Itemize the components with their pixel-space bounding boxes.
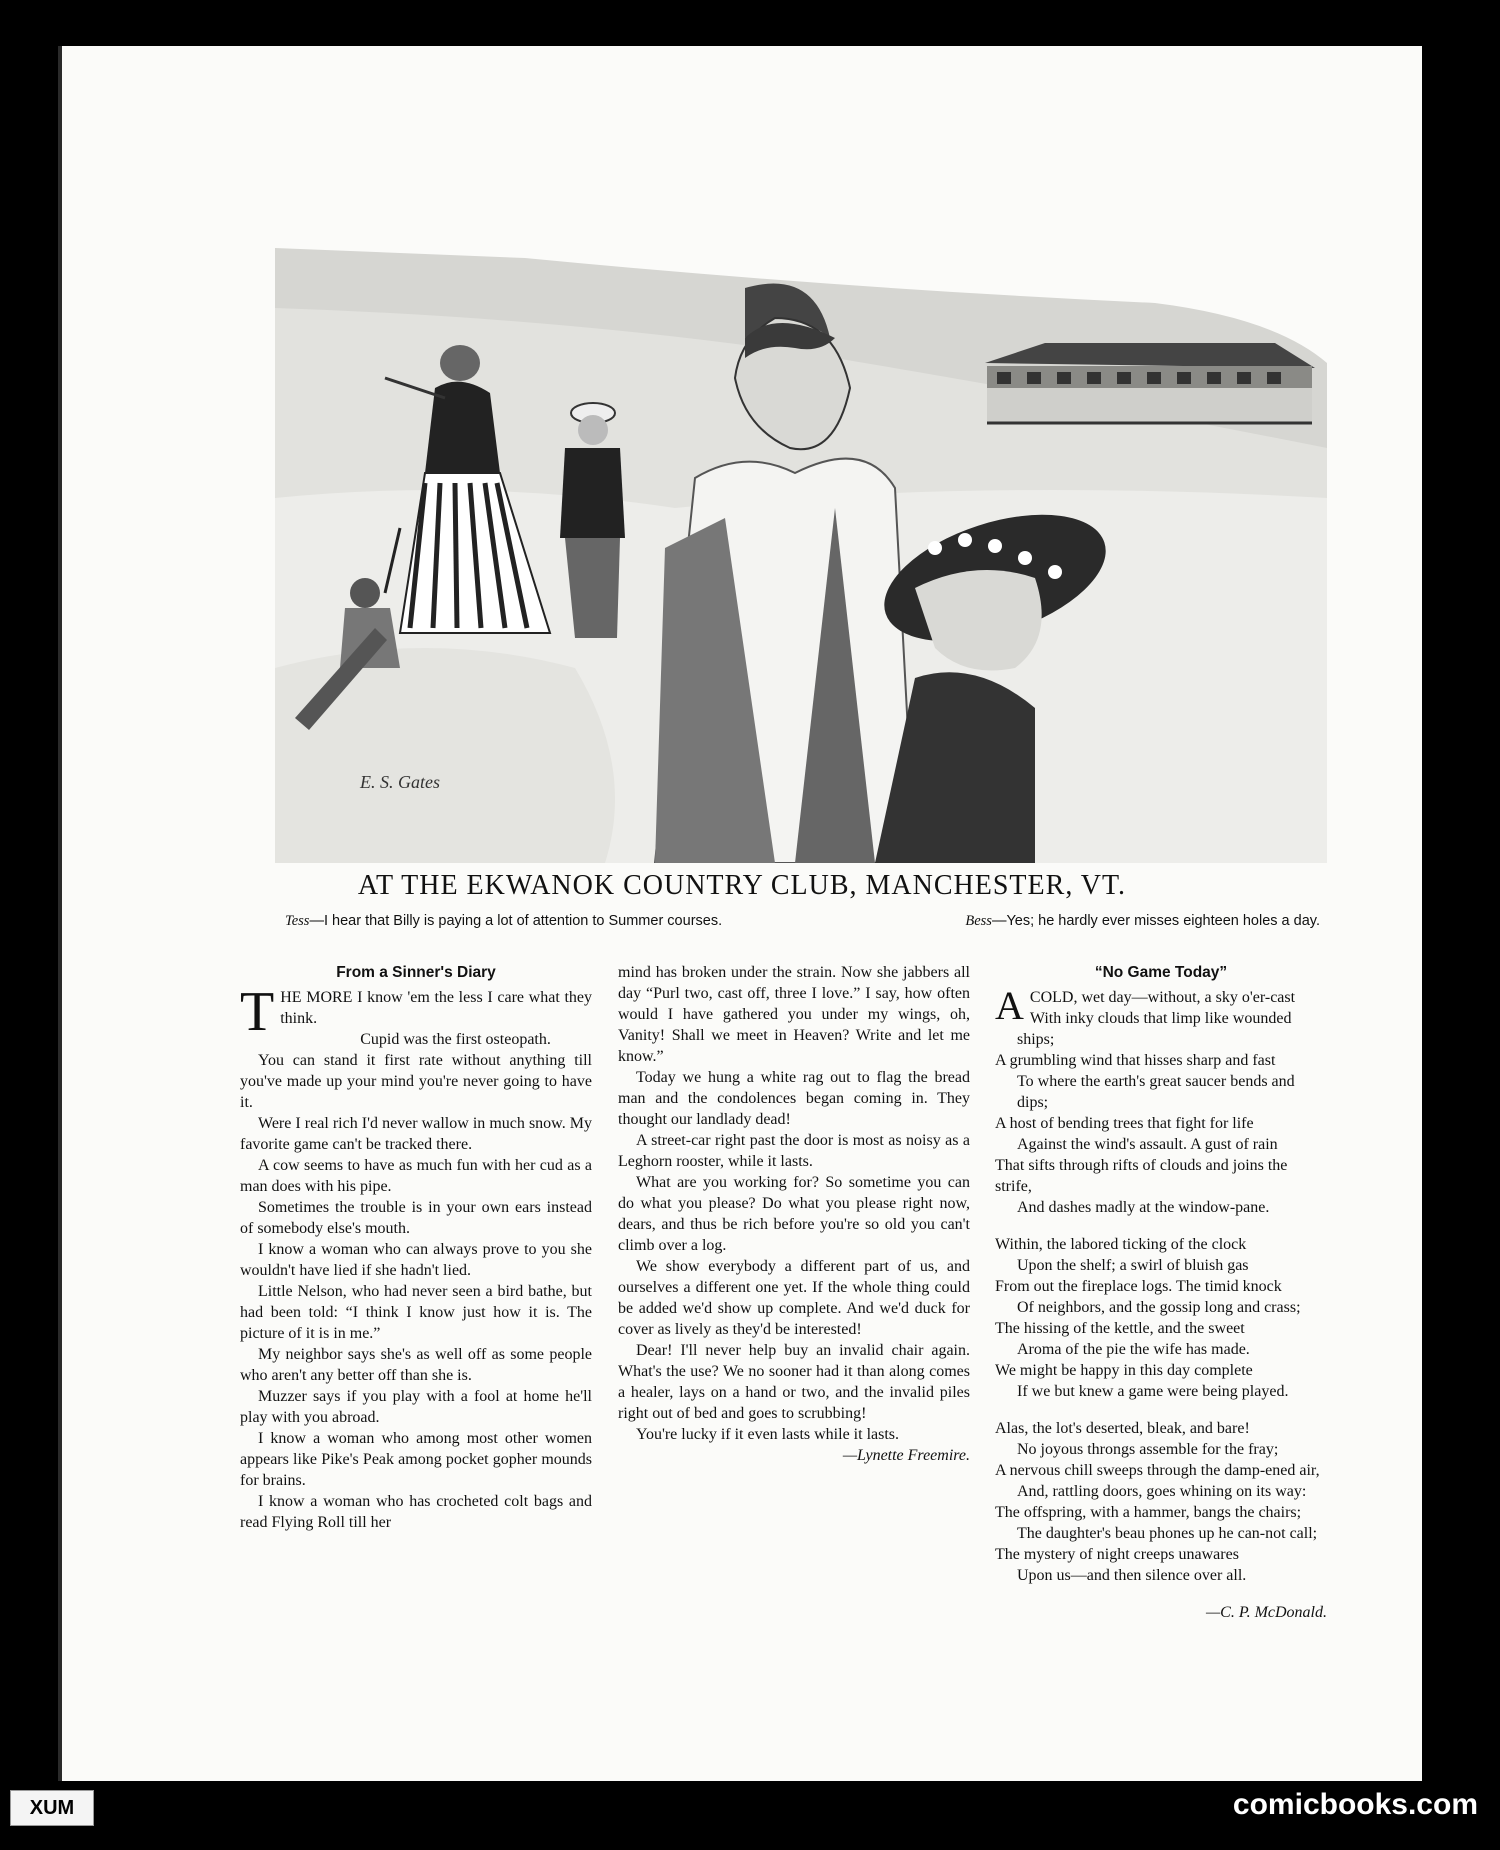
poem-line: Aroma of the pie the wife has made.: [1017, 1341, 1250, 1358]
paragraph: I know a woman who can always prove to you she wouldn't have lied if she hadn't lied.: [240, 1241, 592, 1279]
poem-line: If we but knew a game were being played.: [1017, 1383, 1289, 1400]
poem-body: [995, 983, 1327, 1586]
author-signature: —Lynette Freemire.: [842, 1447, 970, 1464]
poem-signature: —C. P. McDonald.: [1205, 1604, 1327, 1621]
column-diary-continued: [618, 962, 970, 1466]
paragraph: Dear! I'll never help buy an invalid chair again. What's the use? We no sooner had it than along comes a healer, lays on a hand or two, and the invalid piles right out of bed and goes to scrubbing!: [618, 1342, 970, 1422]
caption-text-bess: —Yes; he hardly ever misses eighteen holes a day.: [991, 913, 1320, 929]
poem-stanza: [995, 983, 1327, 1218]
poem-line: A grumbling wind that hisses sharp and fast: [995, 1052, 1276, 1069]
poem-stanza: [995, 1418, 1327, 1586]
column-title: From a Sinner's Diary: [336, 964, 496, 981]
poem-line: We might be happy in this day complete: [995, 1362, 1253, 1379]
poem-line: A host of bending trees that fight for life: [995, 1115, 1254, 1132]
paragraph: You can stand it first rate without anything till you've made up your mind you're never going to have it.: [240, 1052, 592, 1111]
paragraph: Cupid was the first osteopath.: [360, 1031, 551, 1048]
column-no-game-today: [995, 962, 1327, 1623]
poem-title: “No Game Today”: [1094, 964, 1228, 981]
paragraph: I know a woman who has crocheted colt bags and read Flying Roll till her: [240, 1493, 592, 1531]
paragraph: Today we hung a white rag out to flag the bread man and the condolences began coming in. They thought our landlady dead!: [618, 1069, 970, 1128]
caption-right: [965, 913, 1320, 930]
poem-line: Against the wind's assault. A gust of rain: [1017, 1136, 1278, 1153]
poem-line: The mystery of night creeps unawares: [995, 1546, 1239, 1563]
artist-signature: E. S. Gates: [360, 772, 440, 792]
caption-speaker-tess: Tess: [285, 913, 310, 929]
poem-line: The offspring, with a hammer, bangs the chairs;: [995, 1504, 1302, 1521]
poem-line: The hissing of the kettle, and the sweet: [995, 1320, 1245, 1337]
paragraph: Were I real rich I'd never wallow in much snow. My favorite game can't be tracked there.: [240, 1115, 592, 1153]
page-headline: AT THE EKWANOK COUNTRY CLUB, MANCHESTER, VT.: [357, 870, 1127, 901]
dropcap: T: [240, 981, 275, 1043]
golf-scene-illustration: [275, 248, 1327, 863]
paragraph: I know a woman who among most other women appears like Pike's Peak among pocket gopher mounds for brains.: [240, 1430, 592, 1489]
poem-stanza: [995, 1234, 1327, 1402]
illustration-caption: [285, 913, 1320, 930]
poem-line: ACOLD, wet day—without, a sky o'er-cast: [995, 983, 1296, 1028]
paragraph: You're lucky if it even lasts while it lasts.: [636, 1426, 900, 1443]
paragraph: Little Nelson, who had never seen a bird bathe, but had been told: “I think I know just how it is. The picture of it is in me.”: [240, 1283, 592, 1342]
poem-line: A nervous chill sweeps through the damp-ened air,: [995, 1462, 1320, 1479]
paragraph: My neighbor says she's as well off as some people who aren't any better off than she is.: [240, 1346, 592, 1384]
paragraph: THE MORE I know 'em the less I care what they think.: [240, 981, 592, 1043]
xum-tag: XUM: [10, 1790, 94, 1826]
paragraph: A cow seems to have as much fun with her cud as a man does with his pipe.: [240, 1157, 592, 1195]
paragraph: Muzzer says if you play with a fool at home he'll play with you abroad.: [240, 1388, 592, 1426]
caption-text-tess: —I hear that Billy is paying a lot of attention to Summer courses.: [309, 913, 723, 929]
clubhouse: [985, 343, 1315, 423]
paragraph: A street-car right past the door is most as noisy as a Leghorn rooster, while it lasts.: [618, 1132, 970, 1170]
poem-line: Upon us—and then silence over all.: [1017, 1567, 1247, 1584]
paragraph: What are you working for? So sometime you can do what you please? Do what you please right now, dears, and thus be rich before you're so old you can't climb over a log.: [618, 1174, 970, 1254]
caption-speaker-bess: Bess: [965, 913, 992, 929]
paragraph: We show everybody a different part of us, and ourselves a different one yet. If the whole thing could be added we'd show up complete. And we'd duck for cover as lively as they'd be interested!: [618, 1258, 970, 1338]
dropcap: A: [995, 983, 1024, 1028]
poem-line: Of neighbors, and the gossip long and crass;: [1017, 1299, 1301, 1316]
poem-line: Upon the shelf; a swirl of bluish gas: [1017, 1257, 1249, 1274]
poem-line: To where the earth's great saucer bends and dips;: [1017, 1073, 1295, 1111]
poem-line: That sifts through rifts of clouds and joins the strife,: [995, 1157, 1288, 1195]
caption-left: [285, 913, 722, 930]
poem-line: The daughter's beau phones up he can-not call;: [1017, 1525, 1318, 1542]
site-watermark: comicbooks.com: [1232, 1788, 1478, 1821]
paragraph: mind has broken under the strain. Now she jabbers all day “Purl two, cast off, three I love.” I say, how often would I have gathered you under my wings, oh, Vanity! Shall we meet in Heaven? Write and let me know.”: [618, 964, 970, 1065]
poem-line: And, rattling doors, goes whining on its way:: [1017, 1483, 1307, 1500]
poem-line: With inky clouds that limp like wounded ships;: [1017, 1010, 1292, 1048]
paragraph: Sometimes the trouble is in your own ears instead of somebody else's mouth.: [240, 1199, 592, 1237]
poem-line: From out the fireplace logs. The timid knock: [995, 1278, 1282, 1295]
poem-line: And dashes madly at the window-pane.: [1017, 1199, 1270, 1216]
golf-scene-illustration-icon: [275, 248, 1327, 863]
poem-line: No joyous throngs assemble for the fray;: [1017, 1441, 1279, 1458]
poem-line: Alas, the lot's deserted, bleak, and bare!: [995, 1420, 1250, 1437]
column-sinners-diary: [240, 962, 592, 1533]
poem-line: Within, the labored ticking of the clock: [995, 1236, 1247, 1253]
